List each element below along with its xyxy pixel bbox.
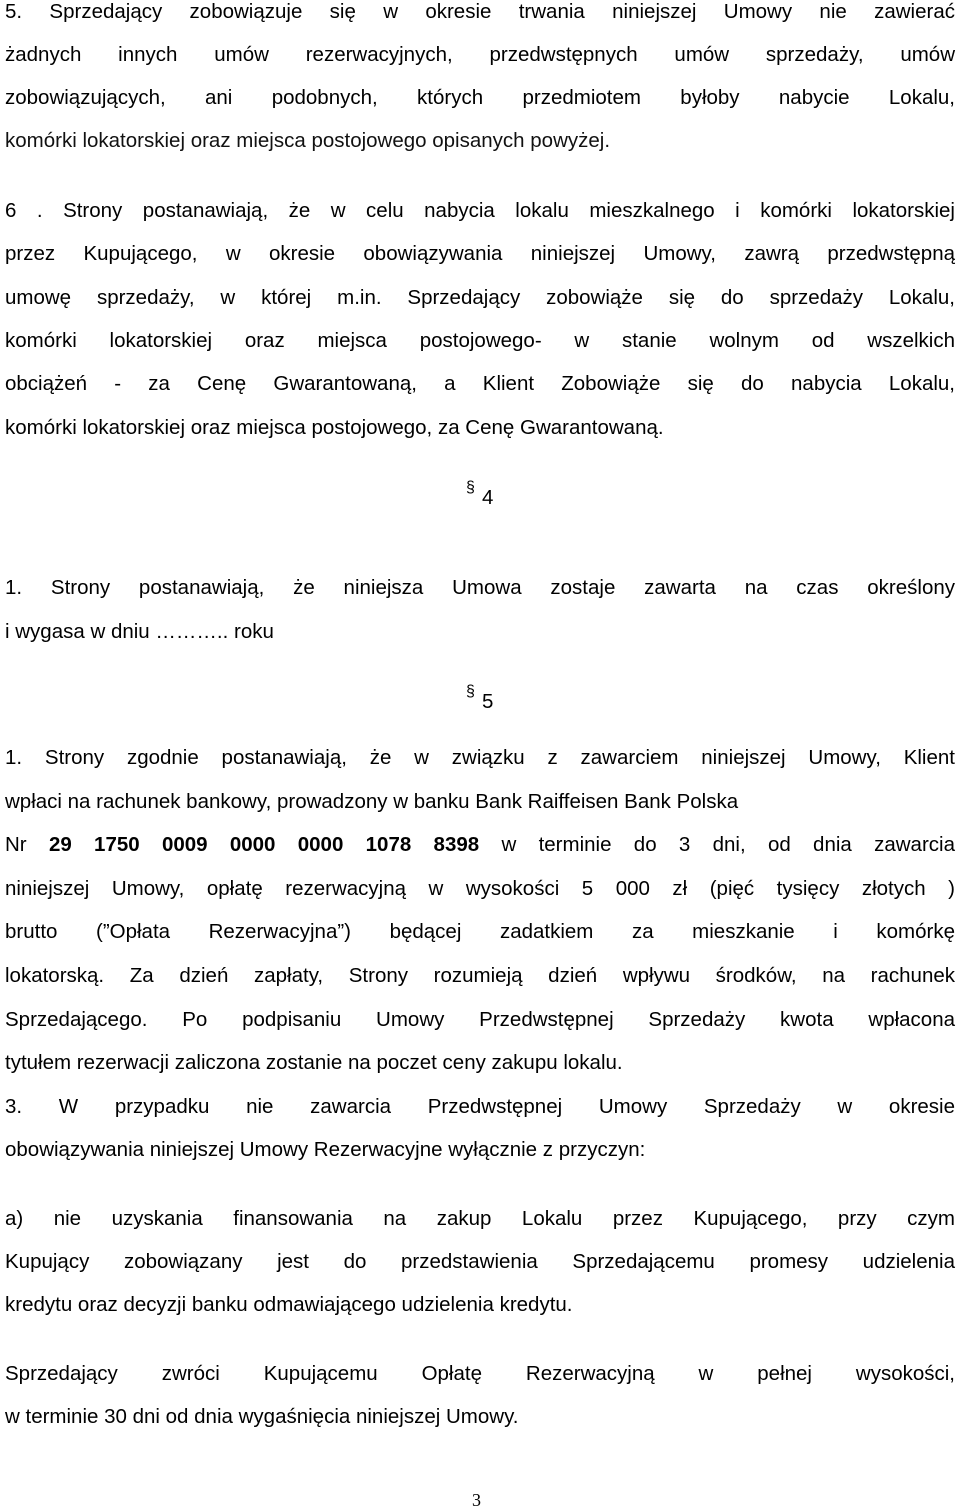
section-5-point-a-line: Kupujący zobowiązany jest do przedstawienia Sprzedającemu promesy udzielenia (5, 1250, 955, 1273)
section-5-line: brutto (”Opłata Rezerwacyjna”) będącej zadatkiem za mieszkanie i komórkę (5, 920, 955, 943)
paragraph-6-line: przez Kupującego, w okresie obowiązywania niniejszej Umowy, zawrą przedwstępną (5, 242, 955, 265)
bank-account-number: 29 1750 0009 0000 0000 1078 8398 (48, 833, 480, 856)
section-number: 5 (482, 690, 494, 713)
section-5-point-a-line: a) nie uzyskania finansowania na zakup Lokalu przez Kupującego, przy czym (5, 1207, 955, 1230)
paragraph-6-line: umowę sprzedaży, w której m.in. Sprzedający zobowiąże się do sprzedaży Lokalu, (5, 286, 955, 309)
page-number: 3 (472, 1490, 481, 1510)
refund-paragraph-line: w terminie 30 dni od dnia wygaśnięcia niniejszej Umowy. (5, 1405, 519, 1428)
paragraph-5-line: komórki lokatorskiej oraz miejsca postojowego opisanych powyżej. (5, 129, 611, 152)
paragraph-6-line: komórki lokatorskiej oraz miejsca postojowego- w stanie wolnym od wszelkich (5, 329, 955, 352)
paragraph-5-line: 5. Sprzedający zobowiązuje się w okresie trwania niniejszej Umowy nie zawierać (5, 0, 955, 23)
section-4-line: 1. Strony postanawiają, że niniejsza Umowa zostaje zawarta na czas określony (5, 576, 955, 599)
section-5-account-line (5, 833, 955, 857)
paragraph-6-line: 6 . Strony postanawiają, że w celu nabycia lokalu mieszkalnego i komórki lokatorskiej (5, 199, 955, 222)
section-5-heading (466, 683, 494, 714)
section-5-point-a-line: kredytu oraz decyzji banku odmawiającego udzielenia kredytu. (5, 1293, 573, 1316)
section-4-line: i wygasa w dniu ……….. roku (5, 620, 274, 643)
account-prefix: Nr (5, 833, 49, 856)
section-5-point-3-line: obowiązywania niniejszej Umowy Rezerwacyjne wyłącznie z przyczyn: (5, 1138, 646, 1161)
section-5-line: tytułem rezerwacji zaliczona zostanie na poczet ceny zakupu lokalu. (5, 1051, 623, 1074)
refund-paragraph-line: Sprzedający zwróci Kupującemu Opłatę Rezerwacyjną w pełnej wysokości, (5, 1362, 955, 1385)
paragraph-6-line: obciążeń - za Cenę Gwarantowaną, a Klient Zobowiąże się do nabycia Lokalu, (5, 372, 955, 395)
section-4-heading (466, 479, 494, 510)
section-number: 4 (482, 486, 494, 509)
account-suffix: w terminie do 3 dni, od dnia zawarcia (479, 833, 955, 856)
section-5-line: lokatorską. Za dzień zapłaty, Strony rozumieją dzień wpływu środków, na rachunek (5, 964, 955, 987)
section-symbol: § (466, 683, 475, 700)
section-5-line: wpłaci na rachunek bankowy, prowadzony w banku Bank Raiffeisen Bank Polska (5, 790, 739, 813)
paragraph-5-line: zobowiązujących, ani podobnych, których przedmiotem byłoby nabycie Lokalu, (5, 86, 955, 109)
section-symbol: § (466, 479, 475, 496)
section-5-line: Sprzedającego. Po podpisaniu Umowy Przedwstępnej Sprzedaży kwota wpłacona (5, 1008, 955, 1031)
section-5-line: niniejszej Umowy, opłatę rezerwacyjną w wysokości 5 000 zł (pięć tysięcy złotych ) (5, 877, 955, 900)
paragraph-5-line: żadnych innych umów rezerwacyjnych, przedwstępnych umów sprzedaży, umów (5, 43, 955, 66)
paragraph-6-line: komórki lokatorskiej oraz miejsca postojowego, za Cenę Gwarantowaną. (5, 416, 664, 439)
section-5-line: 1. Strony zgodnie postanawiają, że w związku z zawarciem niniejszej Umowy, Klient (5, 746, 955, 769)
section-5-point-3-line: 3. W przypadku nie zawarcia Przedwstępnej Umowy Sprzedaży w okresie (5, 1095, 955, 1118)
